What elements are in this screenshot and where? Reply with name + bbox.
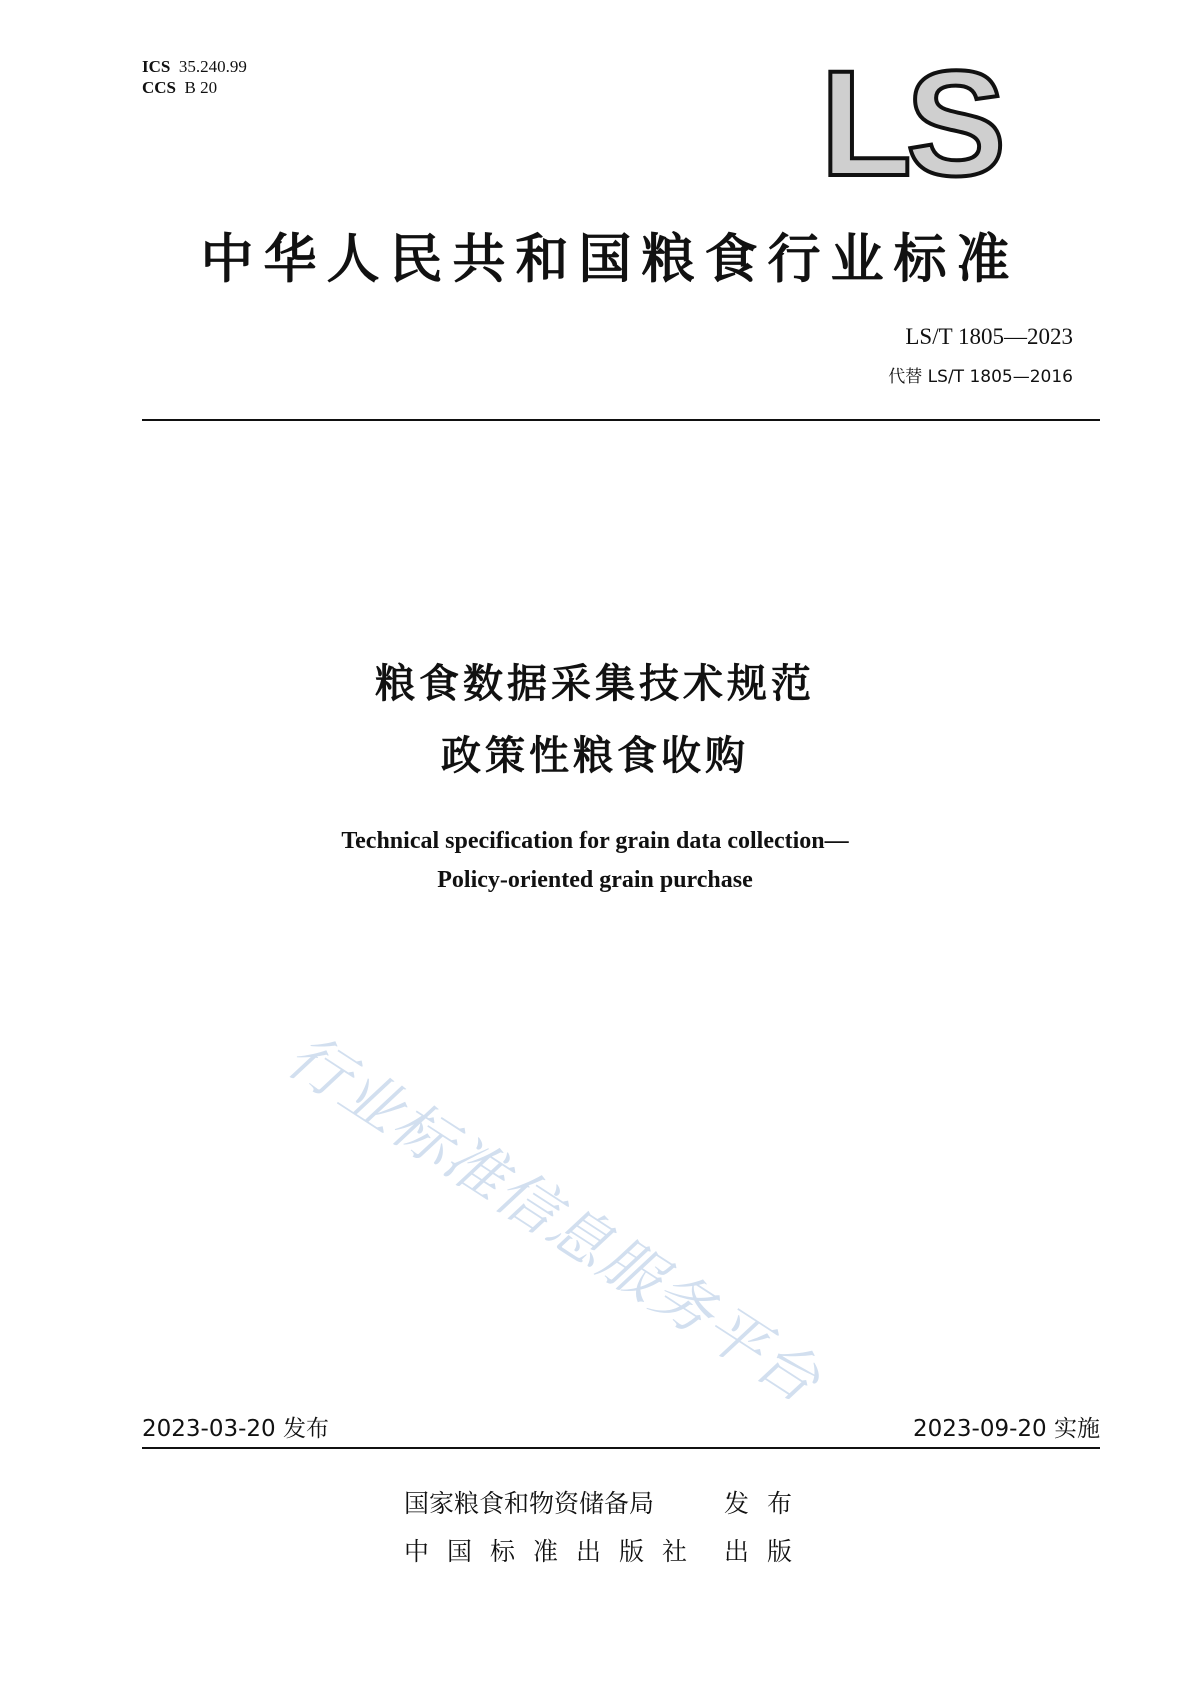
replaces-standard: 代替 LS/T 1805—2016 bbox=[888, 367, 1073, 387]
chinese-title-line1: 粮食数据采集技术规范 bbox=[375, 661, 815, 707]
publisher-row bbox=[404, 1480, 810, 1528]
classification-codes bbox=[142, 56, 247, 98]
english-title bbox=[0, 822, 1190, 900]
standard-number: LS/T 1805—2023 bbox=[905, 324, 1073, 349]
ics-code: ICS 35.240.99 bbox=[142, 57, 247, 76]
publisher-action: 发布 bbox=[724, 1489, 811, 1518]
chinese-title bbox=[0, 648, 1190, 792]
implementation-date: 2023-09-20 实施 bbox=[913, 1416, 1100, 1442]
publisher-action: 出版 bbox=[724, 1537, 811, 1566]
ls-logo: LS bbox=[820, 39, 1000, 207]
chinese-title-line2: 政策性粮食收购 bbox=[441, 733, 749, 779]
industry-standard-title: 中华人民共和国粮食行业标准 bbox=[200, 229, 1020, 290]
bottom-divider bbox=[142, 1447, 1100, 1449]
ccs-code: CCS B 20 bbox=[142, 78, 218, 97]
publisher-name: 国家粮食和物资储备局 bbox=[404, 1489, 655, 1518]
english-title-line2: Policy-oriented grain purchase bbox=[437, 867, 753, 893]
publisher-name: 中国标准出版社 bbox=[404, 1537, 706, 1566]
english-title-line1: Technical specification for grain data collection— bbox=[341, 828, 849, 854]
watermark: 行业标准信息服务平台 bbox=[274, 1020, 833, 1418]
publisher-row bbox=[404, 1528, 810, 1576]
issue-date: 2023-03-20 发布 bbox=[142, 1416, 329, 1442]
top-divider bbox=[142, 419, 1100, 421]
publishers bbox=[404, 1480, 810, 1576]
